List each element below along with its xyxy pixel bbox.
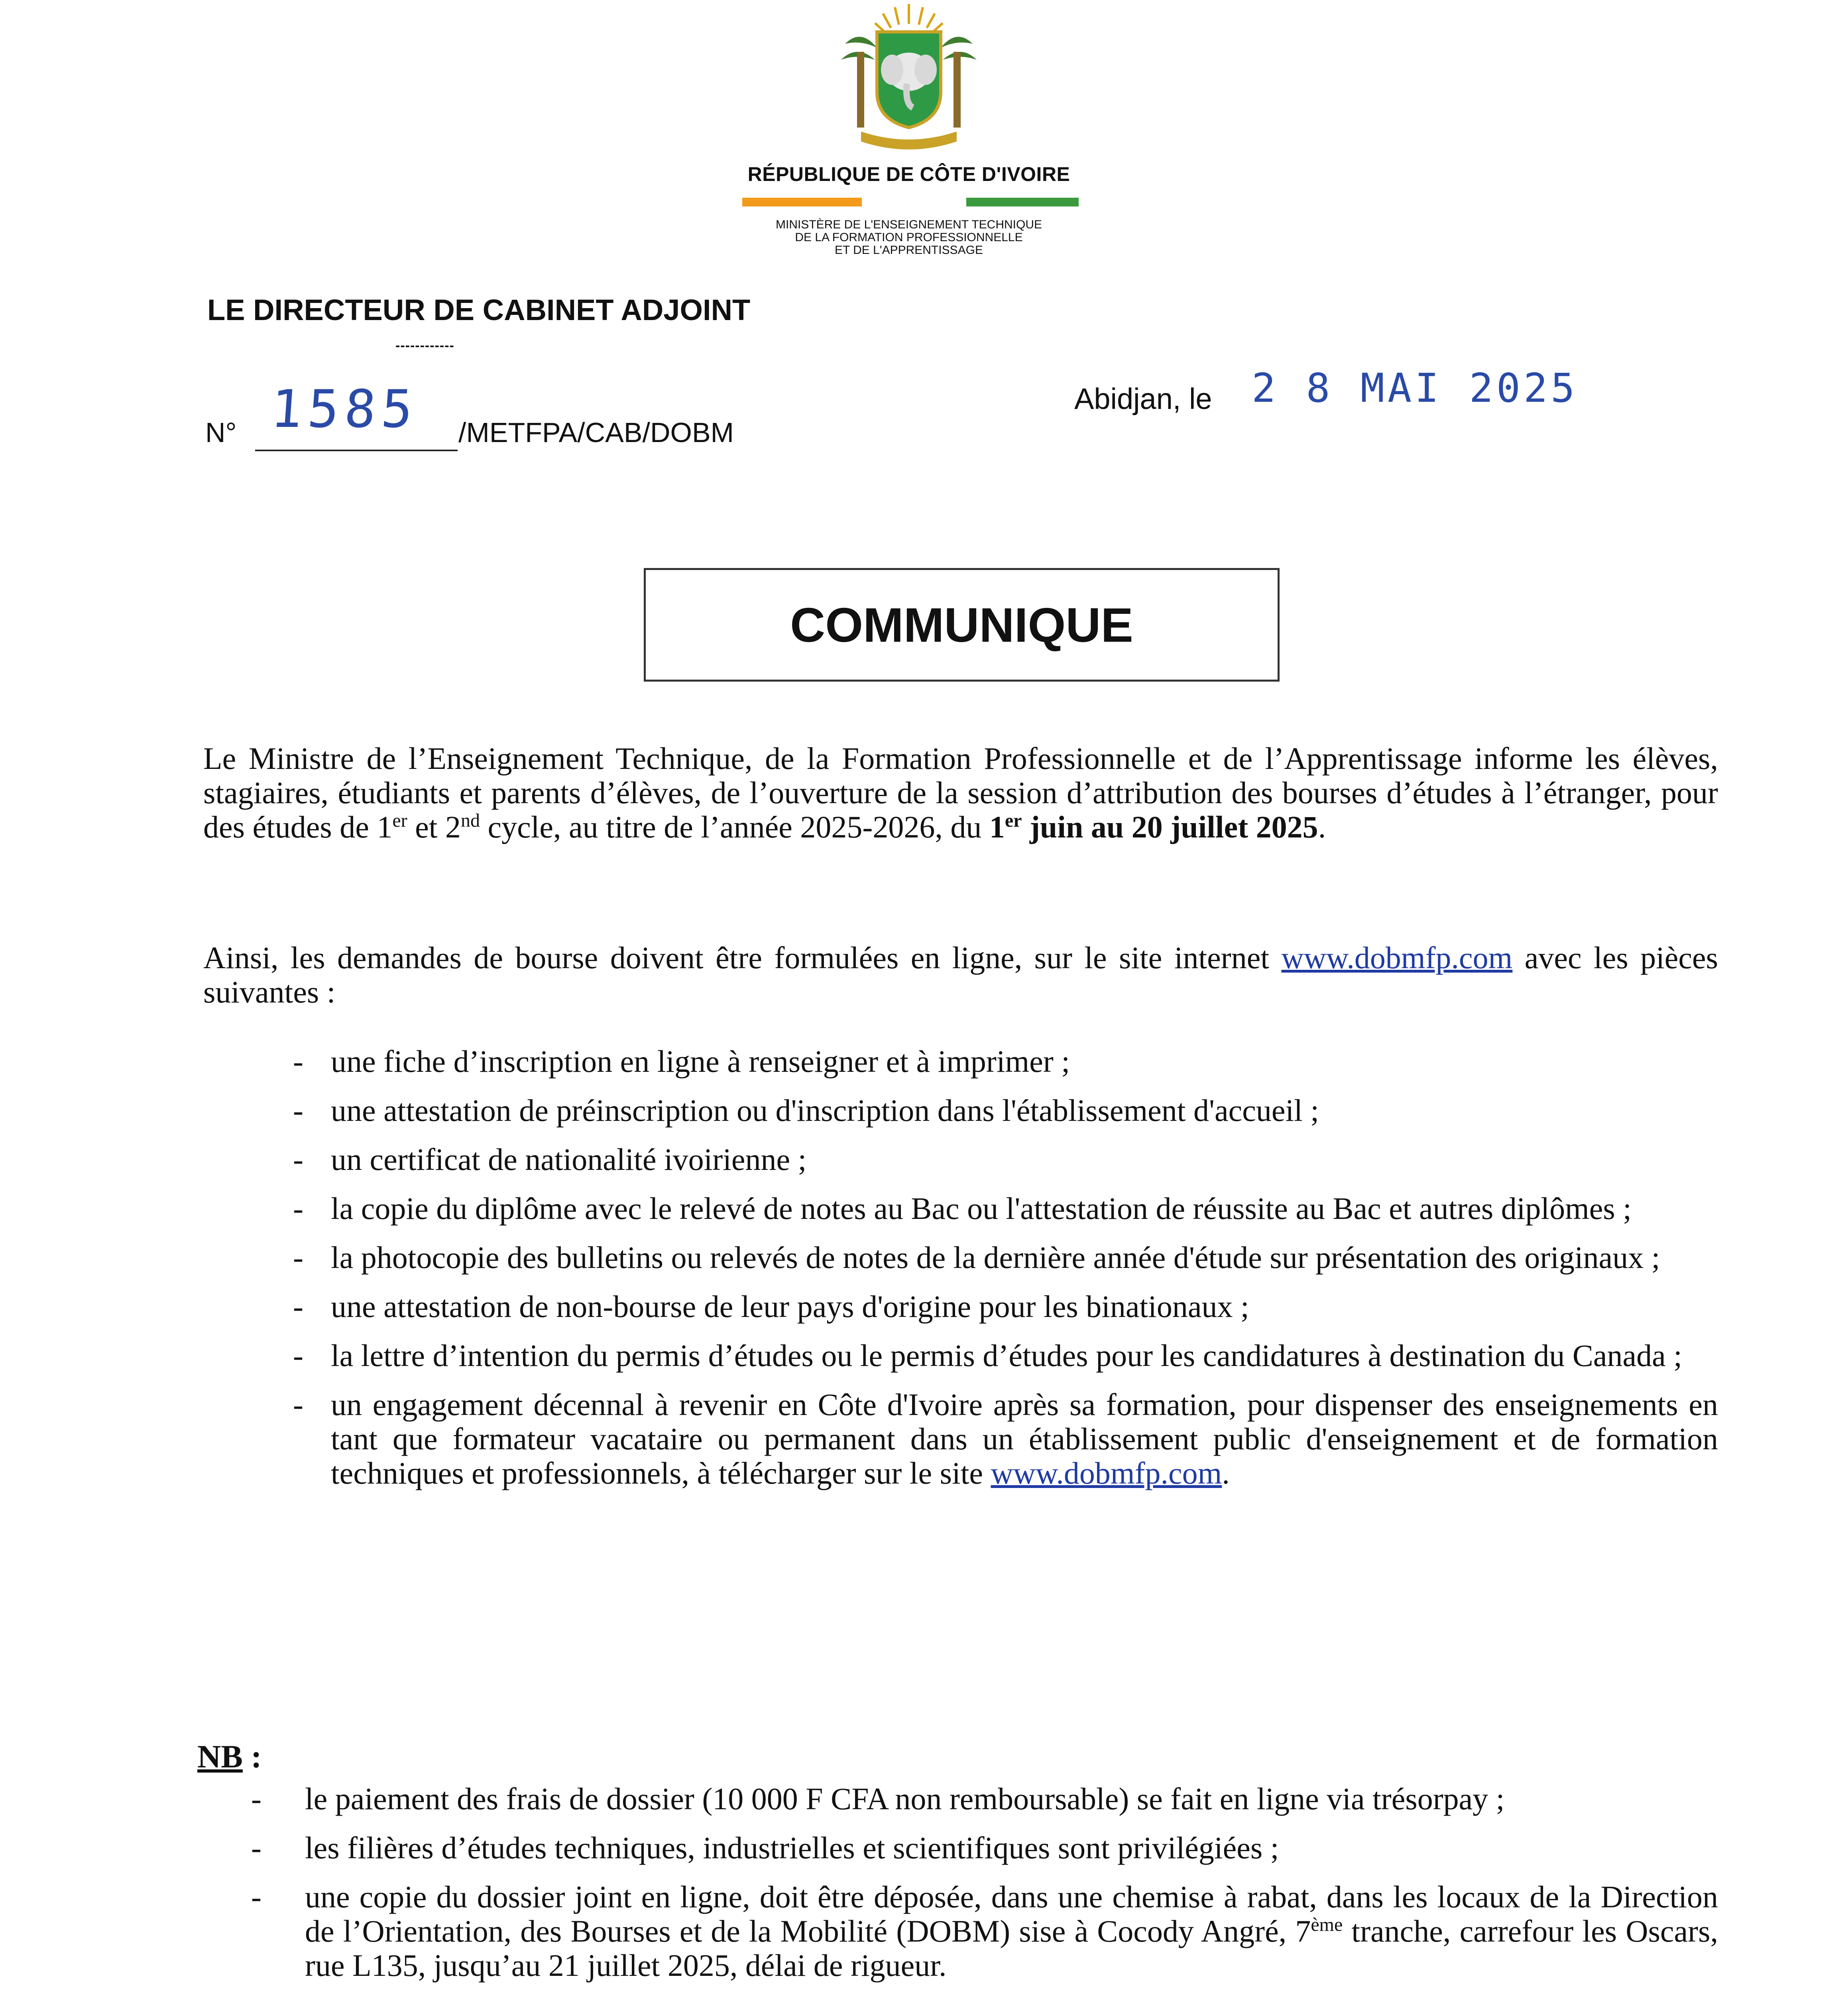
intro-bold-2: juin au 20 juillet 2025 — [1022, 810, 1318, 844]
list-item — [203, 1044, 1718, 1079]
list-item — [203, 1093, 1718, 1128]
bullet-dash: - — [293, 1387, 303, 1422]
requirement-text: la photocopie des bulletins ou relevés de notes de la dernière année d'étude sur présentation des originaux ; — [331, 1240, 1660, 1275]
country-name: RÉPUBLIQUE DE CÔTE D'IVOIRE — [747, 163, 1070, 185]
ministry-line-2: DE LA FORMATION PROFESSIONNELLE — [795, 231, 1023, 244]
bullet-dash: - — [293, 1142, 303, 1177]
intro-paragraph — [203, 741, 1718, 844]
website-link[interactable]: www.dobmfp.com — [1281, 940, 1513, 975]
reference-prefix: N° — [205, 417, 237, 448]
ministry-name — [710, 218, 1108, 257]
intro-end: . — [1318, 810, 1326, 844]
list-item — [203, 1289, 1718, 1324]
nb-list — [203, 1782, 1718, 1993]
bullet-dash: - — [293, 1338, 303, 1373]
list-item — [203, 1142, 1718, 1177]
intro-text-c: cycle, au titre de l’année 2025-2026, du — [480, 810, 989, 844]
reference-underline — [255, 450, 458, 451]
intro-bold-sup: er — [1005, 810, 1022, 831]
application-text: Ainsi, les demandes de bourse doivent être formulées en ligne, sur le site internet — [203, 940, 1282, 975]
nb-heading — [197, 1738, 262, 1775]
author-divider: ------------ — [395, 338, 454, 353]
author-title: LE DIRECTEUR DE CABINET ADJOINT — [207, 293, 751, 326]
bullet-dash: - — [251, 1830, 261, 1865]
nb-sup: ème — [1311, 1914, 1343, 1935]
date-prefix: Abidjan, le — [1074, 382, 1212, 415]
requirement-text: la lettre d’intention du permis d’études ou le permis d’études pour les candidatures à destination du Canada ; — [331, 1338, 1682, 1373]
nb-text: les filières d’études techniques, industrielles et scientifiques sont privilégiées ; — [305, 1830, 1279, 1865]
bullet-dash: - — [293, 1191, 303, 1226]
reference-suffix: /METFPA/CAB/DOBM — [458, 417, 734, 448]
requirement-text: une attestation de préinscription ou d'inscription dans l'établissement d'accueil ; — [331, 1093, 1319, 1128]
list-item — [203, 1782, 1718, 1816]
flag-stripe-orange — [742, 198, 862, 206]
coat-of-arms-icon — [817, 0, 1001, 155]
requirement-text: un engagement décennal à revenir en Côte d'Ivoire après sa formation, pour dispenser des enseignements en tant que formateur vacataire ou permanent dans un établissement public d'enseignement et de formation techniques et professionnels, à télécharger sur le site — [331, 1387, 1718, 1490]
bullet-dash: - — [293, 1240, 303, 1275]
title-box — [644, 568, 1280, 682]
application-paragraph — [203, 941, 1718, 1009]
requirement-text: la copie du diplôme avec le relevé de notes au Bac ou l'attestation de réussite au Bac et autres diplômes ; — [331, 1191, 1632, 1226]
requirement-text: un certificat de nationalité ivoirienne ; — [331, 1142, 807, 1177]
nb-colon: : — [242, 1738, 262, 1775]
reference-number: 1585 — [269, 379, 421, 439]
document-title: COMMUNIQUE — [790, 598, 1133, 652]
date-stamp: 2 8 MAI 2025 — [1252, 365, 1578, 411]
application-end: avec les pièces suivantes : — [203, 940, 1718, 1009]
intro-bold-1: 1 — [989, 810, 1005, 844]
list-item — [203, 1880, 1718, 1983]
nb-text-end: tranche, carrefour les Oscars, rue L135, jusqu’au 21 juillet 2025, délai de rigueur. — [305, 1914, 1718, 1983]
nb-label: NB — [197, 1738, 243, 1775]
requirement-end: . — [1222, 1456, 1230, 1490]
list-item — [203, 1191, 1718, 1226]
list-item — [203, 1338, 1718, 1373]
intro-sup-2: nd — [460, 810, 480, 831]
bullet-dash: - — [251, 1879, 261, 1914]
bullet-dash: - — [251, 1781, 261, 1816]
nb-text: le paiement des frais de dossier (10 000 F CFA non remboursable) se fait en ligne via trésorpay ; — [305, 1781, 1505, 1816]
bullet-dash: - — [293, 1289, 303, 1324]
list-item — [203, 1831, 1718, 1865]
requirement-text: une attestation de non-bourse de leur pays d'origine pour les binationaux ; — [331, 1289, 1249, 1324]
requirements-list — [203, 1044, 1718, 1505]
flag-stripe-green — [966, 198, 1079, 206]
website-link[interactable]: www.dobmfp.com — [991, 1456, 1222, 1490]
intro-sup-1: er — [392, 810, 407, 831]
intro-text-b: et 2 — [407, 810, 461, 844]
ministry-line-3: ET DE L'APPRENTISSAGE — [835, 244, 983, 257]
list-item — [203, 1240, 1718, 1275]
ministry-line-1: MINISTÈRE DE L'ENSEIGNEMENT TECHNIQUE — [775, 218, 1042, 231]
requirement-text: une fiche d’inscription en ligne à renseigner et à imprimer ; — [331, 1044, 1070, 1079]
intro-text-a: Le Ministre de l’Enseignement Technique, de la Formation Professionnelle et de l’Apprentissage informe les élèves, stagiaires, étudiants et parents d’élèves, de l’ouverture de la session d’attribution des bourses d’études à l’étranger, pour des études de 1 — [203, 741, 1718, 844]
bullet-dash: - — [293, 1044, 303, 1079]
bullet-dash: - — [293, 1093, 303, 1128]
nb-text: une copie du dossier joint en ligne, doit être déposée, dans une chemise à rabat, dans les locaux de la Direction de l’Orientation, des Bourses et de la Mobilité (DOBM) sise à Cocody Angré, 7 — [305, 1879, 1718, 1948]
list-item — [203, 1388, 1718, 1490]
